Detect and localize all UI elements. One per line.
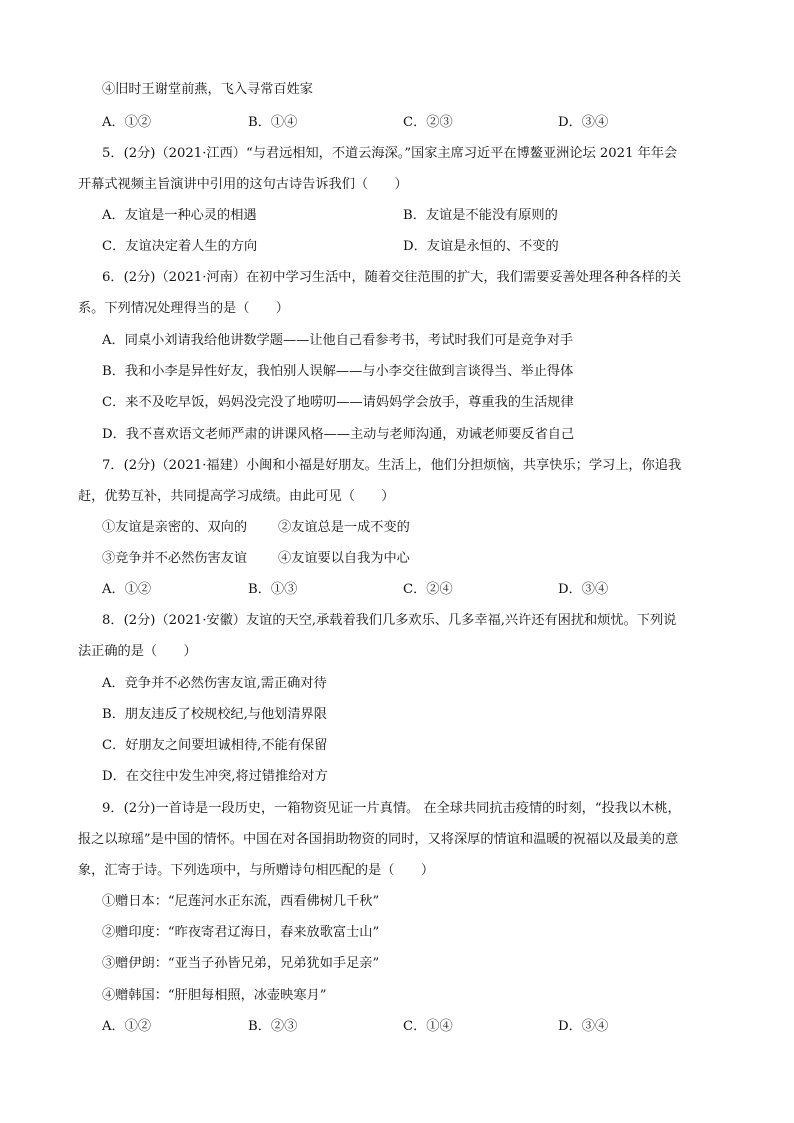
q9-stem-line-3: 象，汇寄于诗。下列选项中，与所赠诗句相匹配的是（ ）: [78, 863, 435, 878]
q6-stem-line-1: 6．(2分)（2021·河南）在初中学习生活中，随着交往范围的扩大，我们需要妥善处理各种各样的关: [102, 270, 682, 285]
q5-option-b: B．友谊是不能没有原则的: [403, 208, 558, 223]
q7-option-a: A．①②: [102, 582, 152, 597]
q7-statement-1: ①友谊是亲密的、双向的: [102, 520, 248, 535]
q6-stem-line-2: 系。下列情况处理得当的是（ ）: [78, 301, 289, 316]
q7-option-b: B．①③: [248, 582, 298, 597]
q6-option-c: C．来不及吃早饭，妈妈没完没了地唠叨——请妈妈学会放手，尊重我的生活规律: [102, 395, 574, 410]
q6-option-b: B．我和小李是异性好友，我怕别人误解——与小李交往做到言谈得当、举止得体: [102, 364, 574, 379]
q9-option-d: D．③④: [558, 1019, 609, 1034]
q7-stem-line-2: 赶，优势互补，共同提高学习成绩。由此可见（ ）: [78, 489, 395, 504]
q8-stem-line-2: 法正确的是（ ）: [78, 644, 197, 659]
q4-statement-4: ④旧时王谢堂前燕，飞入寻常百姓家: [102, 82, 313, 97]
q8-option-d: D．在交往中发生冲突,将过错推给对方: [102, 769, 328, 784]
q8-stem-line-1: 8．(2分)（2021·安徽）友谊的天空,承载着我们几多欢乐、几多幸福,兴许还有困扰和烦忧。下列说: [102, 613, 677, 628]
q9-option-c: C．①④: [403, 1019, 453, 1034]
q9-option-b: B．②③: [248, 1019, 298, 1034]
q4-option-c: C．②③: [403, 115, 453, 130]
q8-option-b: B．朋友违反了校规校纪,与他划清界限: [102, 707, 327, 722]
q7-statement-2: ②友谊总是一成不变的: [278, 520, 410, 535]
q9-stem-line-1: 9．(2分)一首诗是一段历史，一箱物资见证一片真情。 在全球共同抗击疫情的时刻，“投我以木桃，: [102, 801, 681, 816]
q9-option-a: A．①②: [102, 1019, 152, 1034]
q5-option-a: A．友谊是一种心灵的相遇: [102, 208, 257, 223]
q5-stem-line-2: 开幕式视频主旨演讲中引用的这句古诗告诉我们（ ）: [78, 177, 408, 192]
q4-option-d: D．③④: [558, 115, 609, 130]
q4-option-b: B．①④: [248, 115, 298, 130]
q7-statement-3: ③竞争并不必然伤害友谊: [102, 551, 248, 566]
q5-option-d: D．友谊是永恒的、不变的: [403, 239, 559, 254]
q9-statement-2: ②赠印度：“昨夜寄君辽海日，春来放歌富士山”: [102, 925, 380, 940]
q7-stem-line-1: 7．(2分)（2021·福建）小闽和小福是好朋友。生活上，他们分担烦恼，共享快乐；学习上，你追我: [102, 458, 682, 473]
q9-statement-1: ①赠日本：“尼莲河水正东流，西看佛树几千秋”: [102, 894, 380, 909]
q4-option-a: A．①②: [102, 115, 152, 130]
q6-option-a: A．同桌小刘请我给他讲数学题——让他自己看参考书，考试时我们可是竞争对手: [102, 333, 574, 348]
q5-stem-line-1: 5．(2分)（2021·江西）“与君远相知，不道云海深。”国家主席习近平在博鳌亚洲论坛 2021 年年会: [102, 146, 678, 161]
q9-statement-4: ④赠韩国：“肝胆每相照，冰壶映寒月”: [102, 988, 327, 1003]
q7-option-c: C．②④: [403, 582, 453, 597]
q8-option-a: A．竞争并不必然伤害友谊,需正确对待: [102, 676, 327, 691]
q6-option-d: D．我不喜欢语文老师严肃的讲课风格——主动与老师沟通，劝诫老师要反省自己: [102, 427, 575, 442]
q7-statement-4: ④友谊要以自我为中心: [278, 551, 410, 566]
q7-option-d: D．③④: [558, 582, 609, 597]
q9-stem-line-2: 报之以琼瑶”是中国的情怀。中国在对各国捐助物资的同时，又将深厚的情谊和温暖的祝福以及最美的意: [78, 832, 679, 847]
q9-statement-3: ③赠伊朗：“亚当子孙皆兄弟，兄弟犹如手足亲”: [102, 956, 380, 971]
q8-option-c: C．好朋友之间要坦诚相待,不能有保留: [102, 738, 328, 753]
q5-option-c: C．友谊决定着人生的方向: [102, 239, 258, 254]
